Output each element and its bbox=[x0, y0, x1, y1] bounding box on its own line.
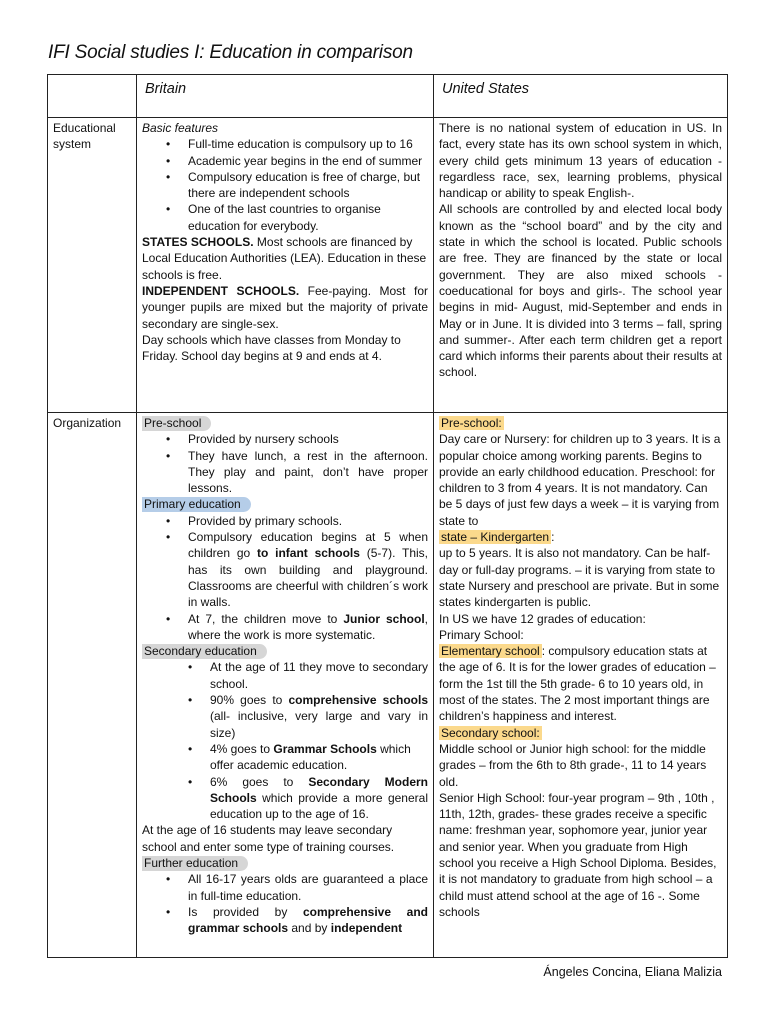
us-system-paragraph-2: All schools are controlled by and elected local body known as the “school board” and by the city and state in which the school is located. Public schools are free. They are financed by the state or local government. They are also mixed schools - coeducational for boys and girls-. The school year begins in mid- August, mid-September and ends in May or in June. It is divided into 3 terms – fall, spring and summer-. After each term children get a report card which informs their parents about their results at school. bbox=[439, 202, 722, 380]
list-item: • Full-time education is compulsory up to 16 bbox=[188, 136, 428, 152]
us-kindergarten-paragraph: up to 5 years. It is also not mandatory. Can be half-day or full-day programs. – it is varying from state to state Nursery and preschool are private. But in some states kindergarten is public. bbox=[439, 546, 720, 610]
independent-schools-text: Fee-paying. Most for younger pupils are mixed but the majority of private secondary are single-sex. bbox=[142, 283, 428, 331]
list-item-text: and by bbox=[288, 921, 331, 936]
further-education-section-label: Further education bbox=[142, 856, 248, 871]
list-item-text: Is provided by bbox=[188, 904, 303, 919]
us-grades-paragraph: In US we have 12 grades of education: bbox=[439, 611, 646, 626]
independent-schools-label: INDEPENDENT SCHOOLS. bbox=[142, 283, 300, 298]
us-preschool-paragraph bbox=[439, 431, 722, 529]
us-kindergarten-colon: : bbox=[551, 530, 555, 545]
list-item bbox=[210, 741, 428, 774]
basic-features-heading: Basic features bbox=[142, 121, 219, 135]
us-secondary-label: Secondary school: bbox=[441, 725, 540, 740]
list-item-text: 90% goes to bbox=[210, 693, 289, 708]
us-primary-school-heading: Primary School: bbox=[439, 627, 524, 642]
states-schools-label: STATES SCHOOLS. bbox=[142, 235, 254, 250]
basic-features-list bbox=[142, 136, 428, 234]
comparison-table bbox=[47, 74, 728, 958]
preschool-list bbox=[142, 431, 428, 496]
list-item: • One of the last countries to organise education for everybody. bbox=[188, 201, 428, 234]
list-item bbox=[210, 774, 428, 823]
independent-schools-paragraph bbox=[142, 283, 428, 332]
comprehensive-schools-term: comprehensive schools bbox=[288, 693, 428, 708]
list-item: • All 16-17 years olds are guaranteed a place in full-time education. bbox=[188, 871, 428, 904]
row-organization bbox=[48, 413, 728, 958]
list-item bbox=[188, 529, 428, 610]
grammar-schools-term: Grammar Schools bbox=[273, 741, 377, 756]
list-item-text: , where the work is more systematic. bbox=[188, 611, 428, 642]
britain-organization-cell bbox=[137, 413, 434, 958]
us-kindergarten-label: state – Kindergarten bbox=[441, 530, 550, 545]
primary-education-section-label: Primary education bbox=[142, 497, 251, 512]
us-kindergarten-heading bbox=[439, 529, 722, 545]
comprehensive-grammar-term: comprehensive and grammar schools bbox=[188, 904, 428, 936]
row-label-organization: Organization bbox=[48, 413, 137, 958]
list-item: • Academic year begins in the end of summer bbox=[188, 153, 428, 169]
us-middle-school-paragraph: Middle school or Junior high school: for the middle grades – from the 6th to 8th grade-, 11 to 14 years old. bbox=[439, 741, 707, 789]
list-item-text: which offer academic education. bbox=[210, 741, 411, 773]
infant-schools-term: to infant schools bbox=[256, 546, 360, 561]
states-schools-paragraph bbox=[142, 234, 428, 283]
primary-education-list bbox=[142, 513, 428, 643]
header-britain: Britain bbox=[137, 75, 434, 118]
list-item-text: Compulsory education begins at 5 when children go bbox=[188, 530, 428, 561]
list-item: • Provided by primary schools. bbox=[188, 513, 428, 529]
us-educational-cell bbox=[434, 118, 728, 413]
us-elementary-text: : compulsory education stats at the age of 6. It is for the lower grades of education – form the 1st till the 5th grade- 6 to 10 years old, in most of the states. The 2 most important things are children’s happiness and interest. bbox=[439, 644, 716, 724]
header-us: United States bbox=[434, 75, 728, 118]
age-16-paragraph: At the age of 16 students may leave secondary school and enter some type of training courses. bbox=[142, 823, 395, 854]
list-item-text: At 7, the children move to bbox=[188, 611, 344, 626]
us-elementary-label: Elementary school bbox=[441, 644, 540, 659]
list-item-text: 4% goes to bbox=[210, 741, 274, 756]
day-schools-paragraph: Day schools which have classes from Monday to Friday. School day begins at 9 and ends at 4. bbox=[142, 332, 401, 364]
further-education-list bbox=[142, 871, 428, 936]
us-secondary-heading bbox=[439, 725, 722, 741]
us-organization-cell bbox=[434, 413, 728, 958]
states-schools-text: Most schools are financed by Local Education Authorities (LEA). Education in these schools is free. bbox=[142, 235, 427, 282]
us-preschool-text: Day care or Nursery: for children up to 3 years. It is a popular choice among working parents. Begins to provide an early childhood education. Preschool: for children to 3 from 4 years. It is not mandatory. Can be 5 days of just few days a week – it is varying from state to bbox=[439, 432, 721, 528]
header-empty-cell bbox=[48, 75, 137, 118]
us-preschool-label: Pre-school: bbox=[441, 416, 502, 430]
list-item-text: (all- inclusive, very large and vary in size) bbox=[210, 709, 428, 740]
table-header-row bbox=[48, 75, 728, 118]
list-item: • Provided by nursery schools bbox=[188, 431, 428, 447]
list-item: • They have lunch, a rest in the afternoon. They play and paint, don’t have proper lessons. bbox=[188, 448, 428, 497]
list-item-text: (5-7). This, has its own building and playground. Classrooms are cheerful with children´s work in walls. bbox=[188, 546, 429, 610]
list-item bbox=[188, 904, 428, 937]
independent-term: independent bbox=[330, 921, 403, 936]
list-item-text: which provide a more general education up to the age of 16. bbox=[210, 790, 428, 822]
preschool-section-label: Pre-school bbox=[142, 416, 211, 431]
row-educational-system bbox=[48, 118, 728, 413]
secondary-modern-schools-term: Secondary Modern Schools bbox=[210, 774, 428, 805]
secondary-education-list bbox=[142, 659, 428, 822]
secondary-education-section-label: Secondary education bbox=[142, 644, 267, 659]
junior-school-term: Junior school bbox=[343, 611, 425, 626]
us-system-paragraph-1: There is no national system of education in US. In fact, every state has its own school system in which, every child gets minimum 13 years of education -regardless race, sex, learning problems, physical handicap or ability to speak English-. bbox=[439, 121, 722, 201]
page-title: IFI Social studies I: Education in comparison bbox=[48, 42, 413, 63]
authors-footer: Ángeles Concina, Eliana Malizia bbox=[543, 965, 722, 979]
list-item bbox=[188, 611, 428, 644]
row-label-educational-system: Educational system bbox=[48, 118, 137, 413]
list-item bbox=[210, 692, 428, 741]
us-elementary-paragraph bbox=[439, 643, 722, 724]
list-item: • At the age of 11 they move to secondary school. bbox=[210, 659, 428, 692]
list-item: • Compulsory education is free of charge, but there are independent schools bbox=[188, 169, 428, 202]
list-item-text: 6% goes to bbox=[210, 774, 309, 789]
us-senior-high-paragraph: Senior High School: four-year program – 9th , 10th , 11th, 12th, grades- these grades receive a specific name: freshman year, sophomore year, junior year and senior year. When you graduate from High school you receive a High School Diploma. Besides, it is not mandatory to graduate from high school – a child must attend school at the age of 16 -. Some schools bbox=[439, 790, 717, 919]
britain-educational-cell bbox=[137, 118, 434, 413]
